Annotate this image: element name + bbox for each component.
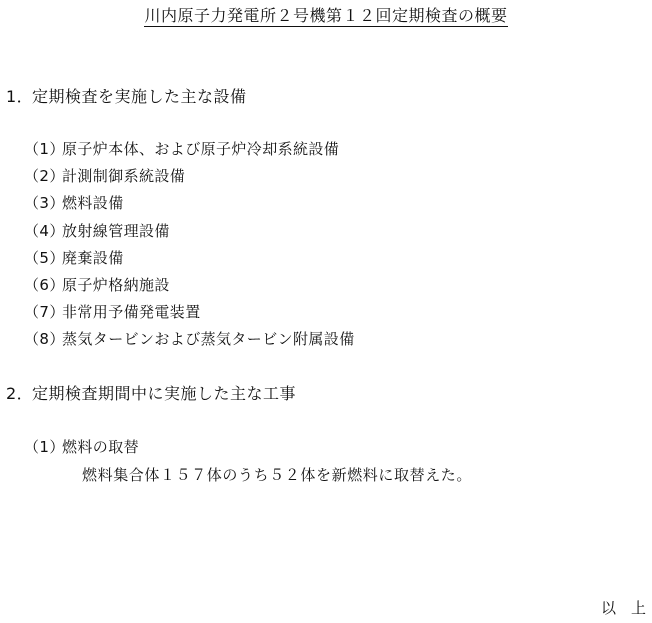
closing-mark: 以 上 <box>600 599 646 617</box>
section-2-heading <box>6 384 296 404</box>
section-2-title: 定期検査期間中に実施した主な工事 <box>32 384 297 403</box>
list-item <box>24 193 355 220</box>
section-1-title: 定期検査を実施した主な設備 <box>32 87 247 106</box>
list-item-label: 原子炉本体、および原子炉冷却系統設備 <box>62 140 340 158</box>
list-item-index: （8） <box>24 330 65 349</box>
list-item <box>24 275 355 302</box>
list-item-label: 計測制御系統設備 <box>62 167 186 186</box>
list-item-label: 燃料設備 <box>62 194 124 213</box>
document-title-block <box>0 6 652 26</box>
list-item-index: （3） <box>24 194 65 213</box>
list-item <box>24 302 355 329</box>
section-2-number: 2． <box>6 384 34 403</box>
list-item-index: （7） <box>24 303 65 322</box>
list-item <box>24 221 355 248</box>
list-item <box>24 166 355 193</box>
list-item-label: 原子炉格納施設 <box>62 275 170 294</box>
section-2-item <box>24 437 139 457</box>
list-item-label: 非常用予備発電装置 <box>62 303 201 322</box>
list-item-index: （1） <box>24 140 65 158</box>
list-item-index: （2） <box>24 167 65 186</box>
list-item-index: （1） <box>24 438 65 456</box>
section-1-number: 1． <box>6 87 34 106</box>
list-item <box>24 248 355 275</box>
section-1-heading <box>6 87 247 107</box>
list-item-index: （5） <box>24 248 65 267</box>
list-item-index: （4） <box>24 221 65 240</box>
section-2-item-detail: 燃料集合体１５７体のうち５２体を新燃料に取替えた。 <box>82 466 473 484</box>
list-item-index: （6） <box>24 275 65 294</box>
list-item <box>24 139 355 166</box>
document-title: 川内原子力発電所２号機第１２回定期検査の概要 <box>144 6 508 25</box>
list-item-label: 燃料の取替 <box>62 438 140 456</box>
list-item-label: 放射線管理設備 <box>62 221 170 240</box>
section-1-list <box>24 139 355 357</box>
list-item-label: 蒸気タービンおよび蒸気タービン附属設備 <box>62 330 355 349</box>
list-item <box>24 329 355 356</box>
list-item-label: 廃棄設備 <box>62 248 124 267</box>
